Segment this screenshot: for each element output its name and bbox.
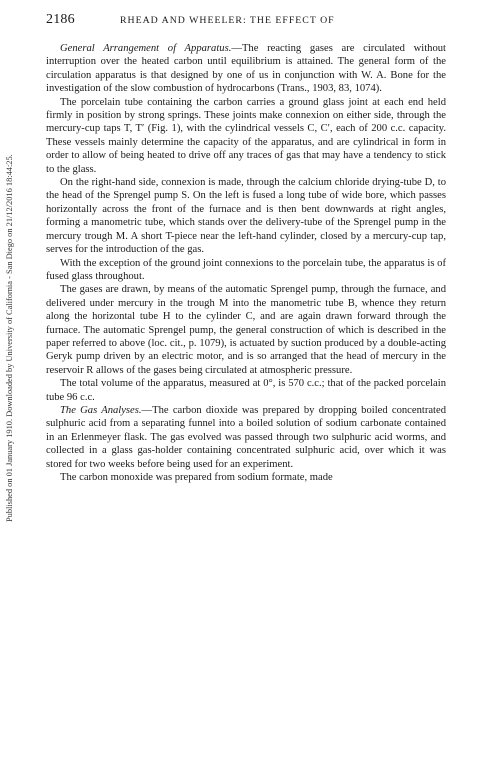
paragraph-text: The gases are drawn, by means of the automatic Sprengel pump, through the furnace, and delivered under mercury in the trough M into the manometric tube B, whence they return along the horizontal tube H to the cylinder C, and are again drawn forward through the furnace. The automatic Sprengel pump, the general construction of which is described in the paper referred to above (loc. cit., p. 1079), is actuated by suction produced by a double-acting Geryk pump driven by an electric motor, and is so arranged that the head of mercury in the reservoir R allows of the gases being circulated at atmospheric pressure. (46, 284, 446, 376)
paragraph-total-volume (46, 377, 446, 404)
article-body (46, 42, 446, 484)
paragraph-text: The total volume of the apparatus, measured at 0°, is 570 c.c.; that of the packed porcelain tube 96 c.c. (46, 378, 446, 403)
paragraph-text: —The reacting gases are circulated without interruption over the heated carbon until equilibrium is attained. The general form of the circulation apparatus is that designed by one of us in conjunction with W. A. Bone for the investigation of the slow combustion of hydrocarbons (Trans., 1903, 83, 1074). (46, 43, 446, 95)
paragraph-text: With the exception of the ground joint connexions to the porcelain tube, the apparatus is of fused glass throughout. (46, 257, 446, 282)
paragraph-carbon-monoxide (46, 471, 446, 484)
paragraph-text: On the right-hand side, connexion is made, through the calcium chloride drying-tube D, to the head of the Sprengel pump S. On the left is fused a long tube of wide bore, which passes horizontally across the front of the furnace and is then bent downwards at right angles, forming a manometric tube, which stands over the delivery-tube of the Sprengel pump in the mercury trough M. A short T-piece near the left-hand cylinder, closed by a mercury-cup tap, serves for the introduction of the gas. (46, 177, 446, 256)
running-head: RHEAD AND WHEELER: THE EFFECT OF (120, 15, 335, 26)
paragraph-gas-circulation (46, 283, 446, 377)
paragraph-text: The porcelain tube containing the carbon carries a ground glass joint at each end held firmly in position by strong springs. These joints make connexion on either side, through the mercury-cup taps T, T′ (Fig. 1), with the cylindrical vessels C, C′, each of 200 c.c. capacity. These vessels mainly determine the capacity of the apparatus, and are cylindrical in form in order to allow of being heated to drive off any traces of gas that may have a tendency to stick to the glass. (46, 96, 446, 175)
page-number: 2186 (46, 12, 75, 27)
paragraph-fused-glass (46, 257, 446, 284)
paragraph-apparatus-arrangement (46, 42, 446, 96)
section-heading: The Gas Analyses. (60, 404, 142, 416)
paragraph-porcelain-tube (46, 96, 446, 176)
paragraph-right-hand-connexion (46, 176, 446, 256)
publication-watermark: Published on 01 January 1910. Downloaded by University of California - San Diego on 21/12/2016 18:44:25. (5, 154, 14, 522)
section-heading: General Arrangement of Apparatus. (60, 43, 232, 54)
page-header (46, 12, 446, 34)
paragraph-text: —The carbon dioxide was prepared by dropping boiled concentrated sulphuric acid from a separating funnel into a boiled solution of sodium carbonate contained in an Erlenmeyer flask. The gas evolved was passed through two sulphuric acid worms, and collected in a glass gas-holder containing concentrated sulphuric acid, over which it was stored for two weeks before being used for an experiment. (46, 404, 446, 470)
paragraph-text: The carbon monoxide was prepared from sodium formate, made (60, 472, 333, 483)
paragraph-gas-analyses (46, 404, 446, 471)
